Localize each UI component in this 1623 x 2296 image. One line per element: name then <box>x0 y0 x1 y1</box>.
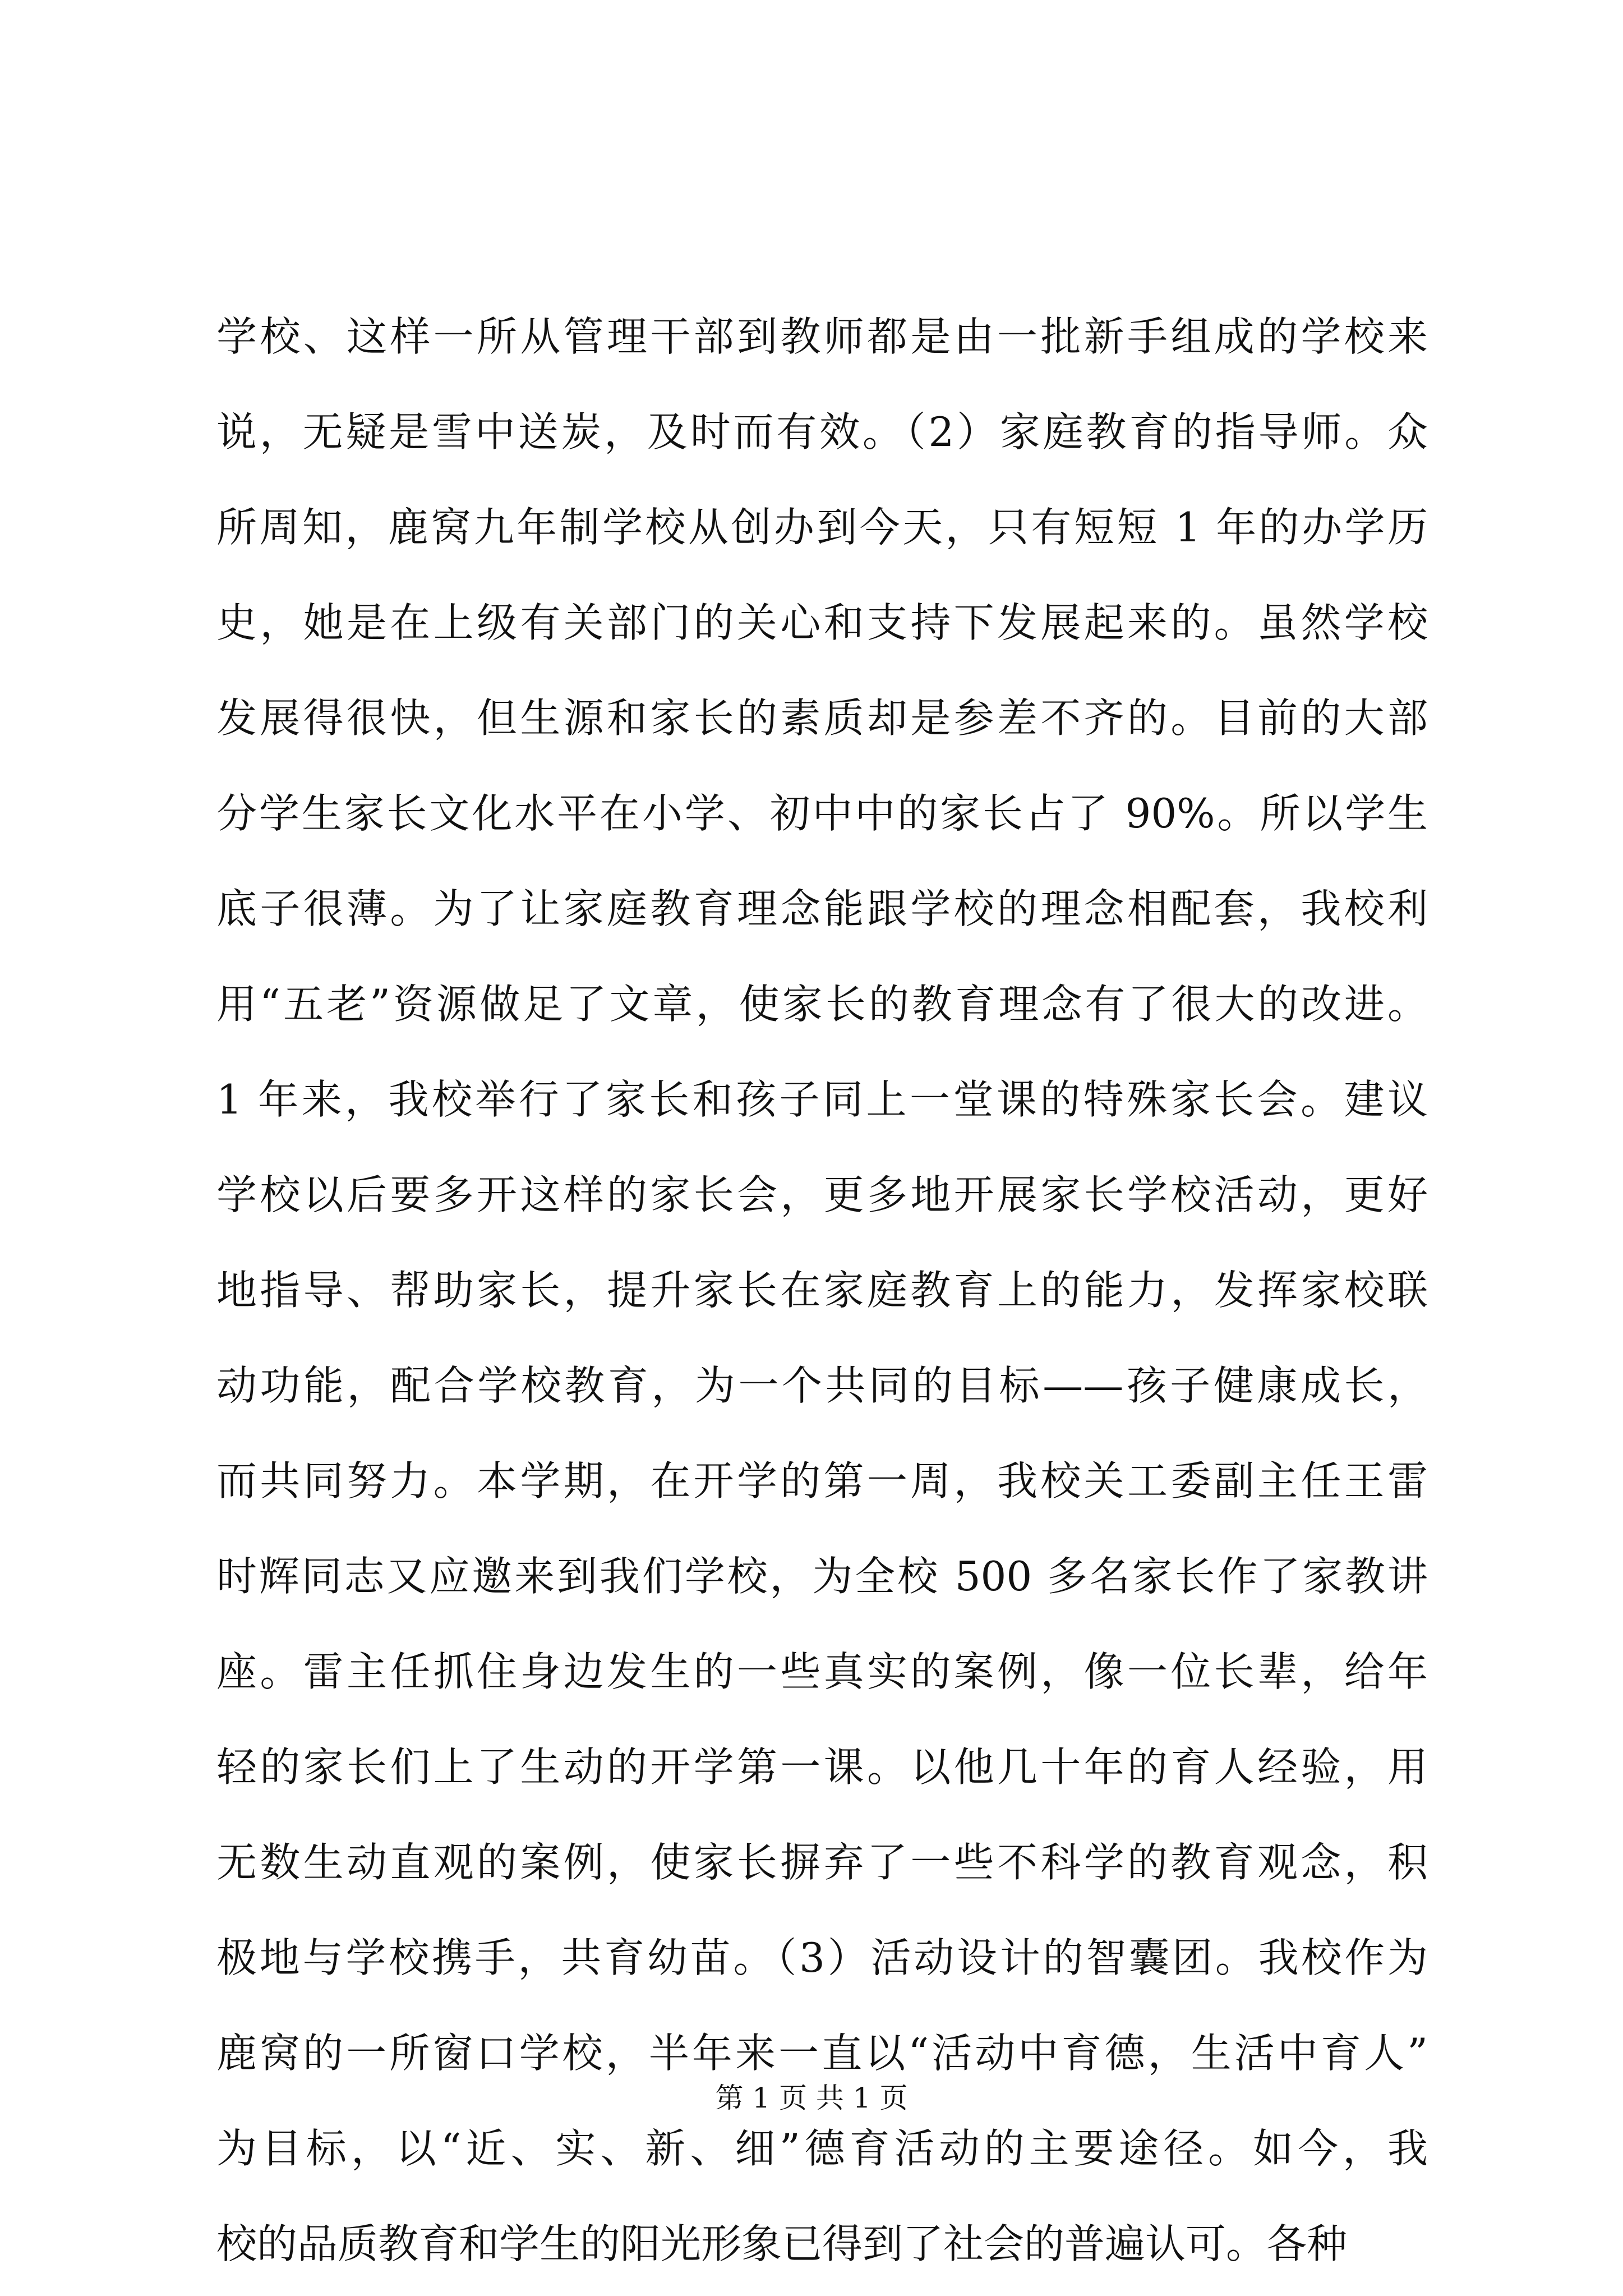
text-line: 地指导、帮助家长，提升家长在家庭教育上的能力，发挥家校联 <box>216 1267 1428 1314</box>
text-line: 动功能，配合学校教育，为一个共同的目标——孩子健康成长， <box>216 1362 1428 1409</box>
body-text <box>216 289 1428 2292</box>
text-line: 而共同努力。本学期，在开学的第一周，我校关工委副主任王雷 <box>216 1457 1428 1504</box>
text-line: 史，她是在上级有关部门的关心和支持下发展起来的。虽然学校 <box>216 599 1428 646</box>
text-line: 1 年来，我校举行了家长和孩子同上一堂课的特殊家长会。建议 <box>216 1076 1428 1123</box>
text-line: 用“五老”资源做足了文章，使家长的教育理念有了很大的改进。 <box>216 981 1428 1028</box>
text-line: 底子很薄。为了让家庭教育理念能跟学校的理念相配套，我校利 <box>216 885 1428 932</box>
text-line: 所周知，鹿窝九年制学校从创办到今天，只有短短 1 年的办学历 <box>216 504 1428 551</box>
text-line: 校的品质教育和学生的阳光形象已得到了社会的普遍认可。各种 <box>216 2220 1348 2267</box>
text-line: 无数生动直观的案例，使家长摒弃了一些不科学的教育观念，积 <box>216 1839 1428 1886</box>
text-line: 分学生家长文化水平在小学、初中中的家长占了 90%。所以学生 <box>216 790 1428 837</box>
text-line: 轻的家长们上了生动的开学第一课。以他几十年的育人经验，用 <box>216 1743 1428 1791</box>
text-line: 为目标，以“近、实、新、细”德育活动的主要途径。如今，我 <box>216 2125 1428 2172</box>
page-footer: 第 1 页 共 1 页 <box>715 2082 908 2114</box>
text-line: 学校、这样一所从管理干部到教师都是由一批新手组成的学校来 <box>216 313 1428 360</box>
text-line: 说，无疑是雪中送炭，及时而有效。（2）家庭教育的指导师。众 <box>216 408 1428 455</box>
text-line: 鹿窝的一所窗口学校，半年来一直以“活动中育德，生活中育人” <box>216 2030 1428 2077</box>
text-line: 学校以后要多开这样的家长会，更多地开展家长学校活动，更好 <box>216 1171 1428 1218</box>
text-line: 座。雷主任抓住身边发生的一些真实的案例，像一位长辈，给年 <box>216 1648 1428 1695</box>
text-line: 极地与学校携手，共育幼苗。（3）活动设计的智囊团。我校作为 <box>216 1934 1428 1981</box>
text-line: 发展得很快，但生源和家长的素质却是参差不齐的。目前的大部 <box>216 694 1428 742</box>
text-line: 时辉同志又应邀来到我们学校，为全校 500 多名家长作了家教讲 <box>216 1553 1428 1600</box>
